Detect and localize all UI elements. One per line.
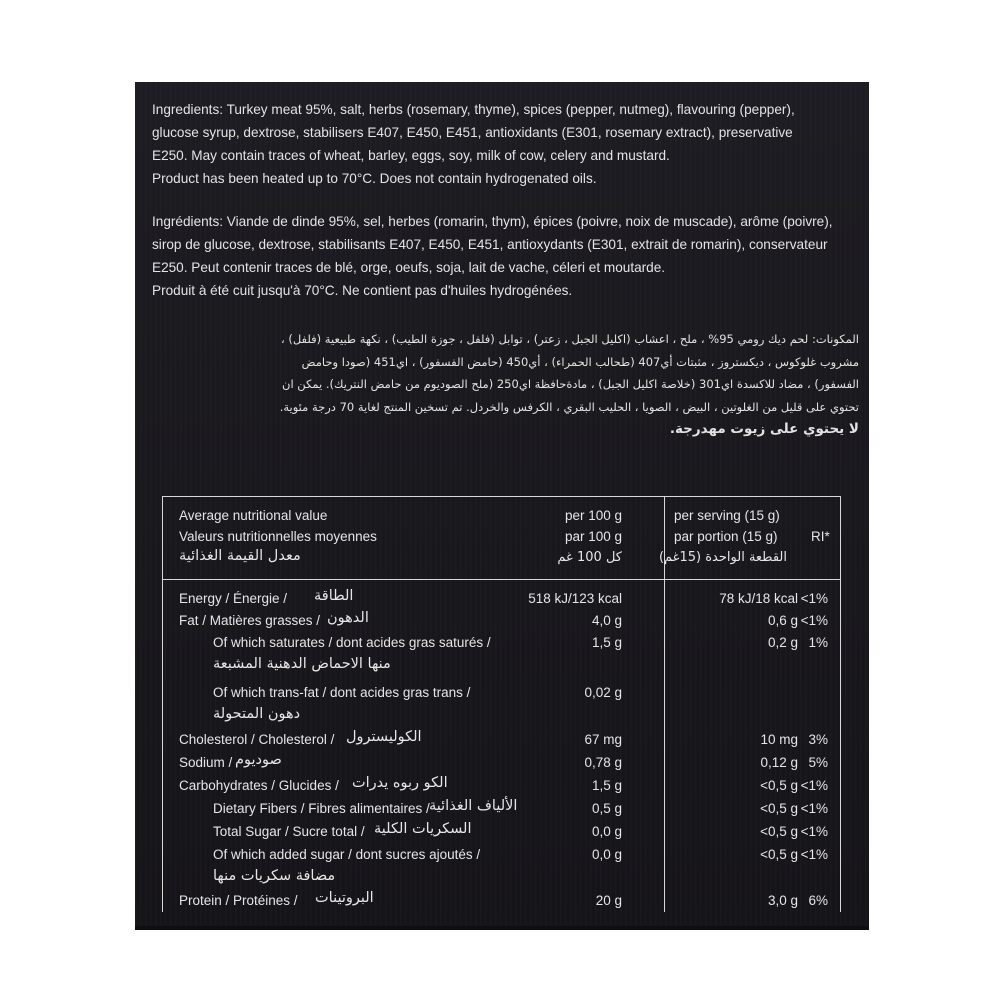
value-per-100g: 0,78 g — [584, 755, 622, 770]
ingredients-en-line: Ingredients: Turkey meat 95%, salt, herbs (rosemary, thyme), spices (pepper, nutmeg), flavouring (pepper), — [152, 102, 795, 117]
nutrient-label-en-fr: Of which added sugar / dont sucres ajoutés / — [213, 847, 481, 862]
value-per-100g: 0,0 g — [591, 824, 622, 839]
header-per100-ar: كل 100 غم — [557, 550, 622, 565]
value-per-100g: 67 mg — [584, 732, 622, 747]
value-per-serving: <0,5 g — [760, 824, 798, 839]
header-serving-fr: par portion (15 g) — [674, 529, 778, 544]
ingredients-arabic — [159, 328, 859, 441]
value-per-100g: 20 g — [595, 893, 622, 908]
header-avg-ar: معدل القيمة الغذائية — [179, 548, 301, 564]
header-avg-fr: Valeurs nutritionnelles moyennes — [179, 529, 377, 544]
ingredients-ar-line: لا يحتوي على زيوت مهدرجة. — [669, 421, 859, 437]
value-per-serving: <0,5 g — [760, 778, 798, 793]
value-per-serving: 10 mg — [760, 732, 798, 747]
value-ri: 6% — [808, 893, 828, 908]
ingredients-english — [152, 98, 852, 190]
nutrient-label-en-fr: Energy / Énergie / — [179, 591, 288, 606]
nutrient-label-ar: الكو ربوه يدرات — [352, 775, 448, 791]
nutrient-label-en-fr: Carbohydrates / Glucides / — [179, 778, 339, 793]
value-per-100g: 518 kJ/123 kcal — [528, 591, 622, 606]
nutrient-label-en-fr: Of which trans-fat / dont acides gras trans / — [213, 685, 471, 700]
value-per-serving: 0,6 g — [767, 613, 798, 628]
ingredients-en-line: E250. May contain traces of wheat, barley, eggs, soy, milk of cow, celery and mustard. — [152, 148, 670, 163]
nutrient-label-ar: منها الاحماض الدهنية المشبعة — [213, 656, 391, 672]
value-per-100g: 0,02 g — [584, 685, 622, 700]
ingredients-ar-line: الفسفور) ، مضاد للاكسدة اي301 (خلاصة اكليل الجبل) ، مادةحافظة اي250 (ملح الصوديوم من حامض النتريك). يمكن ان — [282, 377, 859, 391]
value-ri: <1% — [800, 824, 828, 839]
value-ri: 3% — [808, 732, 828, 747]
nutrient-label-en-fr: Sodium / — [179, 755, 233, 770]
value-per-serving: 0,12 g — [760, 755, 798, 770]
value-ri: 1% — [808, 635, 828, 650]
nutrient-label-ar: الألياف الغذائية — [429, 798, 518, 814]
nutrient-label-en-fr: Total Sugar / Sucre total / — [213, 824, 365, 839]
ingredients-french — [152, 210, 852, 302]
nutrient-label-ar: دهون المتحولة — [213, 706, 301, 722]
ingredients-en-line: Product has been heated up to 70°C. Does not contain hydrogenated oils. — [152, 171, 597, 186]
nutrient-label-en-fr: Protein / Protéines / — [179, 893, 298, 908]
value-ri: <1% — [800, 613, 828, 628]
nutrient-label-ar: البروتينات — [315, 890, 374, 906]
value-ri: <1% — [800, 847, 828, 862]
value-ri: <1% — [800, 591, 828, 606]
value-per-serving: <0,5 g — [760, 801, 798, 816]
nutrition-table — [162, 496, 841, 912]
value-per-100g: 4,0 g — [591, 613, 622, 628]
nutrient-label-en-fr: Cholesterol / Cholesterol / — [179, 732, 335, 747]
ingredients-fr-line: Produit à été cuit jusqu'à 70°C. Ne contient pas d'huiles hydrogénées. — [152, 283, 573, 298]
value-per-100g: 1,5 g — [591, 778, 622, 793]
nutrient-label-en-fr: Dietary Fibers / Fibres alimentaires / — [213, 801, 430, 816]
header-serving-ar: القطعة الواحدة (15غم) — [658, 550, 787, 565]
value-per-100g: 0,5 g — [591, 801, 622, 816]
nutrient-label-en-fr: Fat / Matières grasses / — [179, 613, 321, 628]
header-serving-en: per serving (15 g) — [674, 508, 780, 523]
nutrient-label-ar: الدهون — [327, 610, 369, 626]
ingredients-fr-line: sirop de glucose, dextrose, stabilisants E407, E450, E451, antioxydants (E301, extrait de romarin), conservateur — [152, 237, 828, 252]
panel-bottom-edge — [135, 926, 869, 930]
nutrient-label-ar: الكوليسترول — [346, 729, 422, 745]
header-per100-en: per 100 g — [564, 508, 622, 523]
value-per-100g: 1,5 g — [591, 635, 622, 650]
value-per-serving: 78 kJ/18 kcal — [719, 591, 798, 606]
nutrient-label-en-fr: Of which saturates / dont acides gras saturés / — [213, 635, 491, 650]
ingredients-ar-line: مشروب غلوكوس ، ديكستروز ، مثبتات أي407 (طحالب الحمراء) ، أي450 (حامض الفسفور) ، اي451 (صودا وحامض — [301, 354, 859, 369]
header-ri: RI* — [811, 529, 830, 544]
ingredients-fr-line: E250. Peut contenir traces de blé, orge, oeufs, soja, lait de vache, céleri et moutarde. — [152, 260, 666, 275]
nutrient-label-ar: الطاقة — [314, 588, 354, 604]
nutrient-label-ar: السكريات الكلية — [374, 821, 472, 837]
value-ri: <1% — [800, 778, 828, 793]
ingredients-fr-line: Ingrédients: Viande de dinde 95%, sel, herbes (romarin, thym), épices (poivre, noix de muscade), arôme (poivre), — [152, 214, 833, 229]
nutrient-label-ar: صوديوم — [235, 752, 282, 768]
label-panel — [135, 82, 869, 930]
value-ri: 5% — [808, 755, 828, 770]
header-avg-en: Average nutritional value — [179, 508, 328, 523]
value-per-100g: 0,0 g — [591, 847, 622, 862]
value-per-serving: 3,0 g — [767, 893, 798, 908]
value-per-serving: <0,5 g — [760, 847, 798, 862]
header-per100-fr: par 100 g — [564, 529, 622, 544]
ingredients-ar-line: تحتوي على قليل من الغلوتين ، البيض ، الصويا ، الحليب البقري ، الكرفس والخردل. تم تسخين المنتج لغاية 70 درجة مئوية. — [279, 399, 859, 414]
nutrient-label-ar: مضافة سكريات منها — [213, 868, 336, 884]
value-ri: <1% — [800, 801, 828, 816]
ingredients-ar-line: المكونات: لحم ديك رومي 95% ، ملح ، اعشاب (اكليل الجبل ، زعتر) ، توابل (فلفل ، جوزة الطيب) ، نكهة طبيعية (فلفل) ، — [280, 332, 859, 346]
ingredients-en-line: glucose syrup, dextrose, stabilisers E407, E450, E451, antioxidants (E301, rosemary extract), preservative — [152, 125, 793, 140]
value-per-serving: 0,2 g — [767, 635, 798, 650]
